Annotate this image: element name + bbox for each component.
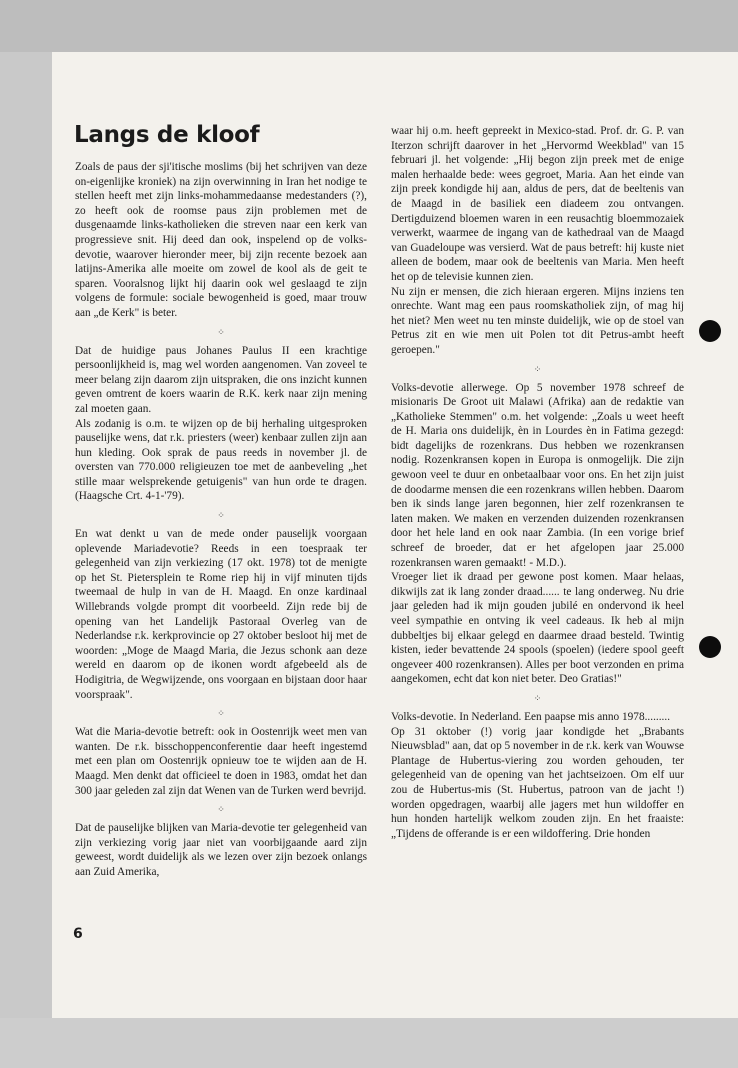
paragraph: waar hij o.m. heeft gepreekt in Mexico-stad. Prof. dr. G. P. van Iterzon schrijft daarover in het „Hervormd Weekblad" van 15 februari jl. het volgende: „Hij begon zijn preek met de enige malen herhaalde bede: wees gegroet, Maria. Aan het einde van zijn preek kondigde hij aan, aldus de pers, dat de beeltenis van de Maagd in de basiliek een diadeem zou ontvangen. Dertigduizend bloemen waren in een reusachtig bloemmozaiek verwerkt, waarmee de ingang van de kathedraal van de Maagd van Guadeloupe was versierd. Wat de paus betreft: hij kuste niet alleen de bodem, maar ook de beeltenis van Maria. Men heeft het op de televisie kunnen zien. — [391, 125, 684, 283]
paragraph: Dat de huidige paus Johanes Paulus II een krachtige persoonlijkheid is, mag wel worden aangenomen. Van zoveel te meer belang zijn daarom zijn uitspraken, die ons inzicht kunnen geven omtrent de koers waarin de R.K. kerk naar zijn mening zal moeten gaan. — [75, 344, 367, 415]
paragraph: Volks-devotie. In Nederland. Een paapse mis anno 1978......... — [391, 710, 671, 723]
document-page — [52, 52, 738, 1018]
paragraph: Vroeger liet ik draad per gewone post komen. Maar helaas, dikwijls zat ik lang zonder draad...... te lang onderweg. Nu drie jaar geleden had ik mijn gouden jubilé en ondervond ik heel veel sympathie en ontving ik veel cadeaus. Ik heb al mijn dubbeltjes bij elkaar gelegd en daarmee draad besteld. Twintig kisten, ieder bevattende 24 spools (spoelen) (iedere spool geeft ongeveer 400 rozenkransen). Alles per boot verzonden en prima aangekomen, echt dat kon niet beter. Deo Gratias!" — [391, 571, 684, 686]
article-title: Langs de kloof — [74, 122, 260, 148]
section-separator: ⁘ — [217, 327, 225, 338]
section-separator: ⁘ — [217, 709, 225, 720]
section-separator: ⁘ — [217, 511, 225, 522]
section-separator: ⁘ — [217, 805, 225, 816]
section-separator: ⁘ — [533, 364, 542, 375]
paragraph: Wat die Maria-devotie betreft: ook in Oostenrijk weet men van wanten. De r.k. bisschoppenconferentie daar heeft ingestemd met een plan om Oostenrijk opnieuw toe te wijden aan de H. Maagd. Men denkt dat officieel te doen in 1983, omdat het dan 300 jaar geleden zal zijn dat Wenen van de Turken werd bevrijd. — [75, 726, 367, 797]
right-column — [391, 124, 684, 841]
section-separator: ⁘ — [533, 693, 542, 704]
left-column — [75, 160, 367, 880]
punch-hole-top — [699, 320, 721, 342]
page-number: 6 — [73, 926, 83, 942]
scan-top-margin — [0, 0, 738, 52]
paragraph: Als zodanig is o.m. te wijzen op de bij herhaling uitgesproken pauselijke wens, dat r.k. priesters (weer) kenbaar zullen zijn aan hun kleding. Ook sprak de paus reeds in november jl. de oversten van 770.000 religieuzen toe met de aanbeveling „het stille maar welsprekende getuigenis" van hun orde te dragen. (Haagsche Crt. 4-1-'79). — [75, 417, 367, 503]
paragraph: Nu zijn er mensen, die zich hieraan ergeren. Mijns inziens ten onrechte. Want mag een paus roomskatholiek zijn, of mag hij het niet? Men weet nu ten minste duidelijk, wie op de stoel van Petrus zit en wie men uit Polen tot dit Petrus-ambt heeft geroepen." — [391, 285, 684, 356]
scan-bottom-margin — [0, 1018, 738, 1068]
paragraph: En wat denkt u van de mede onder pauselijk voorgaan oplevende Mariadevotie? Reeds in een toespraak ter gelegenheid van zijn verkiezing (17 okt. 1978) tot de menigte op het St. Pietersplein te Rome riep hij in vijf minuten tijds tweemaal de hulp in van de H. Maagd. En onze kardinaal Willebrands volgde prompt dit voorbeeld. Zijn rede bij de opening van het Landelijk Pastoraal Overleg van de Nederlandse r.k. kerkprovincie op 27 oktober besloot hij met de woorden: „Moge de Maagd Maria, die Jezus schonk aan deze wereld en daarom op de ikonen wordt afgebeeld als de Hodigitria, de Wegwijzende, ons voorgaan en bijstaan door haar voorspraak". — [75, 528, 367, 701]
paragraph: Zoals de paus der sji'itische moslims (bij het schrijven van deze on-eigenlijke kroniek) na zijn overwinning in Iran het nodige te stellen heeft met zijn links-mohammedaanse medestanders (?), zo heeft ook de roomse paus zijn problemen met de dusgenaamde links-katholieken die streven naar een kerk van progressieve snit. Hij deed dan ook, inspelend op de volks-devotie, waarover hieronder meer, bij zijn recente bezoek aan latijns-Amerika alle moeite om zowel de kool als de geit te sparen. Vooralsnog lijkt hij daarin ook wel geslaagd te zijn volgens de formule: sociale bewogenheid is goed, maar trouw aan „de Kerk" is beter. — [75, 161, 367, 319]
paragraph: Volks-devotie allerwege. Op 5 november 1978 schreef de misionaris De Groot uit Malawi (Afrika) aan de redaktie van „Katholieke Stemmen" o.m. het volgende: „Zoals u weet heeft de H. Maria ons duidelijk, èn in Lourdes èn in Fatima gezegd: bidt dagelijks de rozenkrans. Dus hebben we rozenkransen nodig. Rozenkransen kopen in Europa is onmogelijk. Die zijn gewoon veel te duur en onbetaalbaar voor ons. En het zijn juist de doodarme mensen die een rozenkrans willen hebben. Daarom ben ik sinds lange jaren begonnen, hier zelf rozenkransen te laten maken. We maken en verzenden duizenden rozenkransen door het hele land en ook naar Zambia. (In een vorige brief schreef de broeder, dat er het afgelopen jaar 25.000 rozenkransen waren gemaakt! - M.D.). — [391, 381, 684, 569]
punch-hole-bottom — [699, 636, 721, 658]
paragraph: Op 31 oktober (!) vorig jaar kondigde het „Brabants Nieuwsblad" aan, dat op 5 november in de r.k. kerk van Wouwse Plantage de Hubertus-viering zou worden gehouden, ter gelegenheid van de opening van het jachtseizoen. Om elf uur zou de Hubertus-mis (St. Hubertus, patroon van de jacht !) worden opgedragen, waarbij alle jagers met hun wildoffer en hun honden hartelijk welkom zouden zijn. En het fraaiste: „Tijdens de offerande is er een wildoffering. Drie honden — [391, 725, 684, 840]
paragraph: Dat de pauselijke blijken van Maria-devotie ter gelegenheid van zijn verkiezing vorig jaar niet van voorbijgaande aard zijn geweest, wordt duidelijk als we lezen over zijn bezoek onlangs aan Zuid Amerika, — [75, 822, 367, 878]
